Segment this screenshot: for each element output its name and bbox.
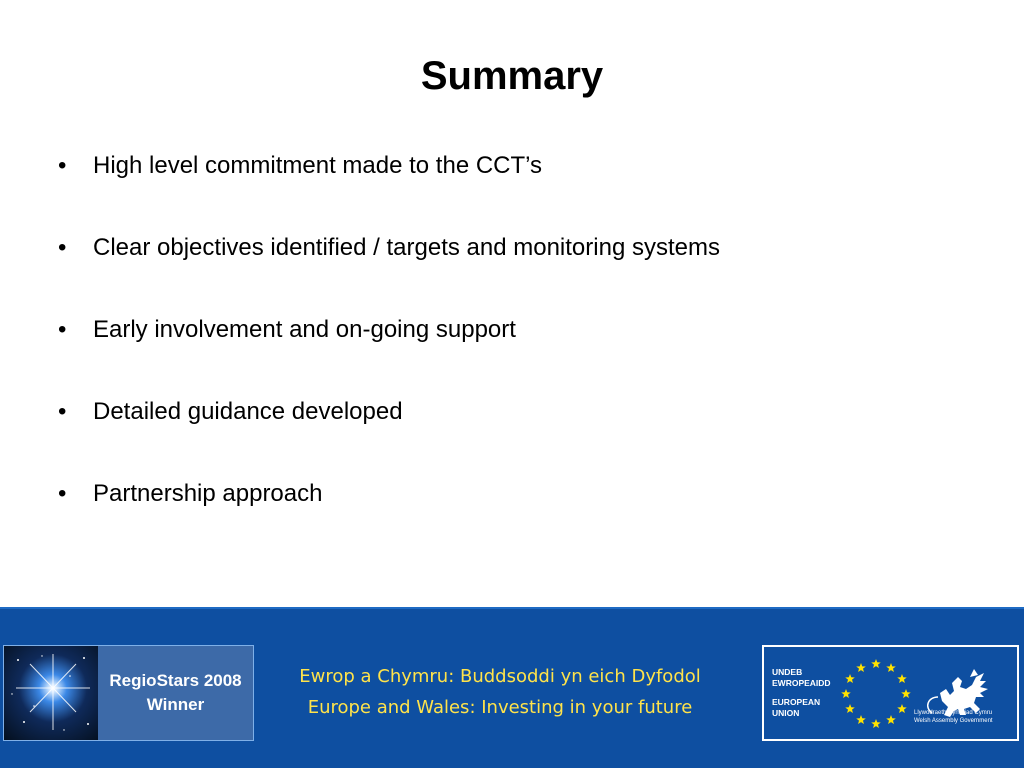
eu-star bbox=[856, 715, 866, 724]
regiostars-badge bbox=[3, 645, 254, 741]
bullet-marker: • bbox=[58, 234, 67, 261]
bullet-text: Clear objectives identified / targets and monitoring systems bbox=[93, 234, 720, 261]
regiostars-line1: RegioStars 2008 bbox=[109, 671, 242, 690]
bullet-text: Detailed guidance developed bbox=[93, 398, 403, 425]
bullet-marker: • bbox=[58, 398, 67, 425]
bullet-marker: • bbox=[58, 316, 67, 343]
bullet-list bbox=[58, 142, 978, 552]
starburst-icon bbox=[4, 646, 98, 740]
eu-star bbox=[856, 663, 866, 672]
footer-banner bbox=[0, 607, 1024, 768]
bullet-marker: • bbox=[58, 480, 67, 507]
eu-welsh-line2: EWROPEAIDD bbox=[772, 678, 831, 688]
bullet-text: Partnership approach bbox=[93, 480, 323, 507]
eu-star bbox=[871, 659, 881, 668]
assembly-welsh: Llywodraeth Cynulliad Cymru bbox=[914, 710, 993, 716]
eu-star bbox=[841, 689, 851, 698]
eu-assembly-logo bbox=[762, 645, 1019, 741]
bullet-item bbox=[58, 224, 978, 306]
eu-english-line2: UNION bbox=[772, 708, 800, 718]
assembly-english: Welsh Assembly Government bbox=[914, 718, 993, 724]
bullet-item bbox=[58, 470, 978, 552]
eu-star bbox=[845, 674, 855, 683]
bullet-marker: • bbox=[58, 152, 67, 179]
eu-welsh-line1: UNDEB bbox=[772, 667, 803, 677]
slogan-welsh: Ewrop a Chymru: Buddsoddi yn eich Dyfodol bbox=[299, 666, 701, 687]
eu-star bbox=[886, 663, 896, 672]
bullet-item bbox=[58, 306, 978, 388]
regiostars-text bbox=[98, 646, 253, 740]
slogan-english: Europe and Wales: Investing in your future bbox=[307, 697, 693, 718]
bullet-text: High level commitment made to the CCT’s bbox=[93, 152, 543, 179]
eu-label bbox=[772, 667, 840, 719]
eu-star bbox=[845, 704, 855, 713]
bullet-item bbox=[58, 388, 978, 470]
eu-star bbox=[886, 715, 896, 724]
bullet-text: Early involvement and on-going support bbox=[93, 316, 516, 343]
slide-title: Summary bbox=[420, 54, 604, 98]
assembly-text bbox=[914, 709, 1018, 725]
eu-stars-icon bbox=[838, 653, 914, 735]
eu-star bbox=[901, 689, 911, 698]
eu-star bbox=[897, 704, 907, 713]
slogan bbox=[262, 661, 738, 723]
eu-english-line1: EUROPEAN bbox=[772, 697, 821, 707]
bullet-item bbox=[58, 142, 978, 224]
regiostars-line2: Winner bbox=[146, 695, 205, 714]
eu-star bbox=[871, 719, 881, 728]
eu-star bbox=[897, 674, 907, 683]
